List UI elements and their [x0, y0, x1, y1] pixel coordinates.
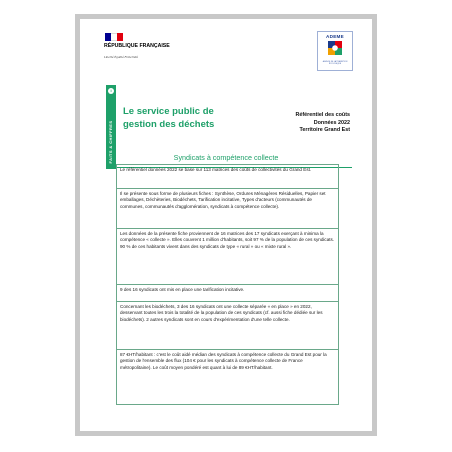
ademe-logo	[317, 31, 353, 71]
reference-block	[295, 112, 350, 135]
table-row: Le référentiel données 2022 se base sur 113 matrices des coûts de collectivités du Grand Est.	[116, 164, 339, 188]
ademe-logo-text: ADEME	[325, 34, 345, 39]
table-row: 9 des 16 syndicats ont mis en place une tarification incitative.	[116, 284, 339, 301]
republic-motto: Liberté Égalité Fraternité	[104, 56, 139, 59]
section-title: Syndicats à compétence collecte	[173, 153, 279, 162]
ademe-emblem-icon	[328, 41, 342, 55]
table-row: Concernant les biodéchets, 3 des 16 syndicats ont une collecte séparée « en place » en 2022, desservant toutes les trois la totalité de la population de ces syndicats (cf. aussi fiche dédiée sur les biodéchets). 2 autres syndicats sont en cours d'expérimentation d'une telle collecte.	[116, 301, 339, 349]
table-row: Il se présente sous forme de plusieurs fiches : Synthèse, Ordures Ménagères Résiduelles, Papier set emballages, Déchèteries, Biodéchets, Tarification incitative, Types d'acteurs (communautés de communes, communautés d'agglomération, syndicats à compétence collecte).	[116, 188, 339, 228]
reference-line: Données 2022	[313, 119, 350, 126]
reference-line: Référentiel des coûts	[295, 112, 350, 118]
table-row: Les données de la présente fiche proviennent de 16 matrices des 17 syndicats exerçant à minima la compétence « collecte ». Elles couvrent 1 million d'habitants, soit 97 % de la population de ces syndicats. 90 % de ces habitants vivent dans des syndicats de type « rural » ou « mixte rural ».	[116, 228, 339, 284]
table-row: 87 €HT/habitant : c'est le coût aidé médian des syndicats à compétence collecte du Grand Est pour la gestion de l'ensemble des flux (104 € pour les syndicats à compétence collecte de France métropolitaine). Le coût moyen pondéré est quant à lui de 89 €HT/habitant.	[116, 349, 339, 405]
ademe-subtitle: AGENCE DE LA TRANSITION ÉCOLOGIQUE	[322, 61, 348, 66]
french-flag-icon	[105, 33, 123, 41]
republic-name: RÉPUBLIQUE FRANÇAISE	[104, 43, 170, 49]
info-dot-icon: i	[108, 88, 114, 94]
page-title: Le service public de gestion des déchets	[123, 106, 215, 130]
reference-line: Territoire Grand Est	[299, 127, 350, 134]
document-page	[80, 19, 372, 431]
side-label: FAITS & CHIFFRES	[108, 120, 113, 164]
facts-table	[116, 164, 339, 405]
